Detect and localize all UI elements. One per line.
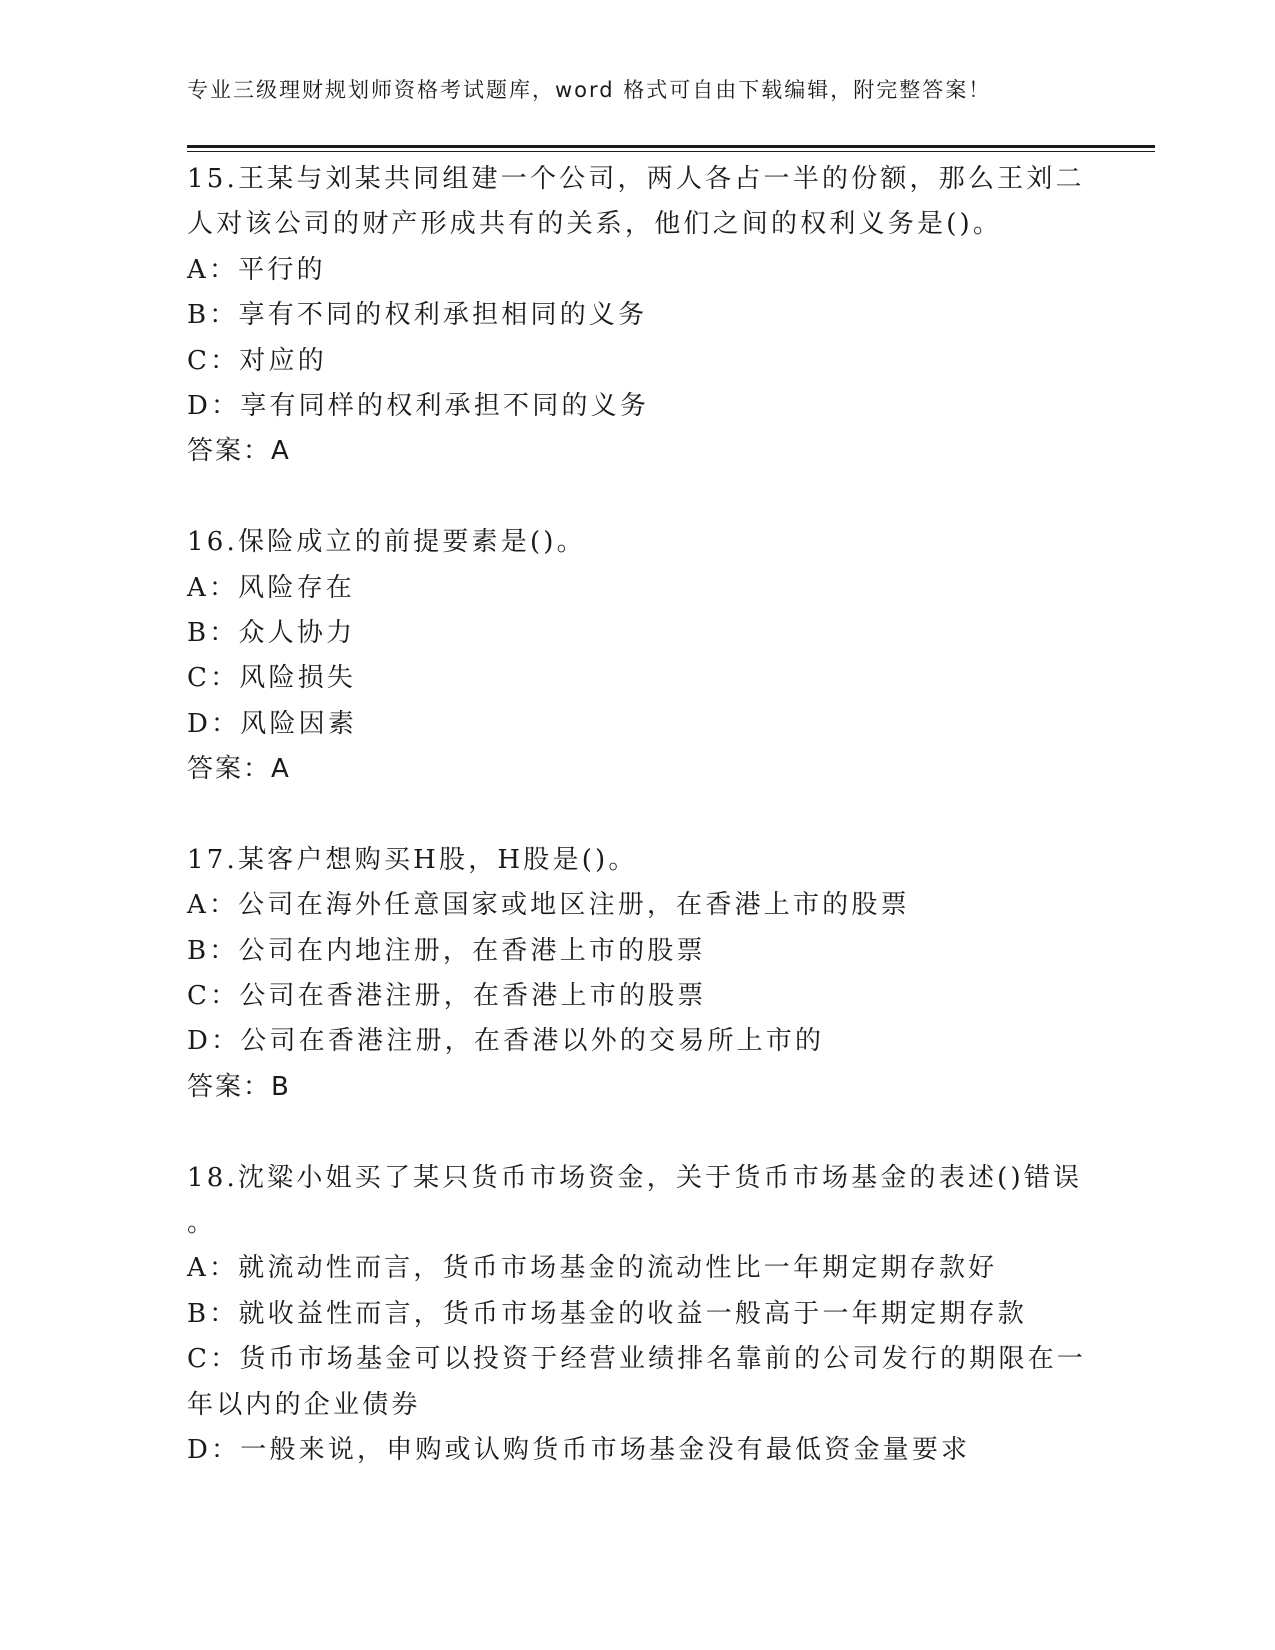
option-c-continued: 年以内的企业债券 [187,1389,421,1420]
option-c: C：对应的 [187,345,327,376]
option-d: D：公司在香港注册，在香港以外的交易所上市的 [187,1026,825,1057]
option-a: A：公司在海外任意国家或地区注册，在香港上市的股票 [187,890,910,921]
header-rule-thin [187,151,1155,152]
question-16 [187,520,1087,792]
question-stem: 17.某客户想购买H股，H股是()。 [187,844,638,875]
question-stem: 18.沈粱小姐买了某只货币市场资金，关于货币市场基金的表述()错误 [187,1162,1083,1193]
option-a: A：平行的 [187,254,326,285]
header-rule-thick [187,145,1155,148]
question-stem: 15.王某与刘某共同组建一个公司，两人各占一半的份额，那么王刘二 [187,164,1085,194]
question-stem: 16.保险成立的前提要素是()。 [187,527,586,558]
option-b: B：就收益性而言，货币市场基金的收益一般高于一年期定期存款 [187,1298,1027,1329]
option-a: A：风险存在 [187,572,355,603]
option-d: D：一般来说，申购或认购货币市场基金没有最低资金量要求 [187,1434,971,1465]
question-15 [187,157,1087,475]
option-c: C：风险损失 [187,663,357,694]
option-b: B：享有不同的权利承担相同的义务 [187,300,648,331]
question-18 [187,1156,1087,1474]
option-a: A：就流动性而言，货币市场基金的流动性比一年期定期存款好 [187,1253,998,1284]
question-list [187,157,1087,1473]
option-d: D：风险因素 [187,708,358,739]
question-17 [187,838,1087,1110]
answer: 答案：B [187,1071,291,1102]
question-stem: 。 [187,1207,217,1238]
question-stem: 人对该公司的财产形成共有的关系，他们之间的权利义务是()。 [187,209,1003,240]
option-b: B：众人协力 [187,617,356,648]
option-c: C：公司在香港注册，在香港上市的股票 [187,981,707,1012]
option-b: B：公司在内地注册，在香港上市的股票 [187,935,706,966]
option-c: C：货币市场基金可以投资于经营业绩排名靠前的公司发行的期限在一 [187,1344,1087,1375]
answer: 答案：A [187,436,291,467]
page-header: 专业三级理财规划师资格考试题库，word 格式可自由下载编辑，附完整答案！ [187,78,992,102]
answer: 答案：A [187,754,291,785]
option-d: D：享有同样的权利承担不同的义务 [187,390,650,421]
